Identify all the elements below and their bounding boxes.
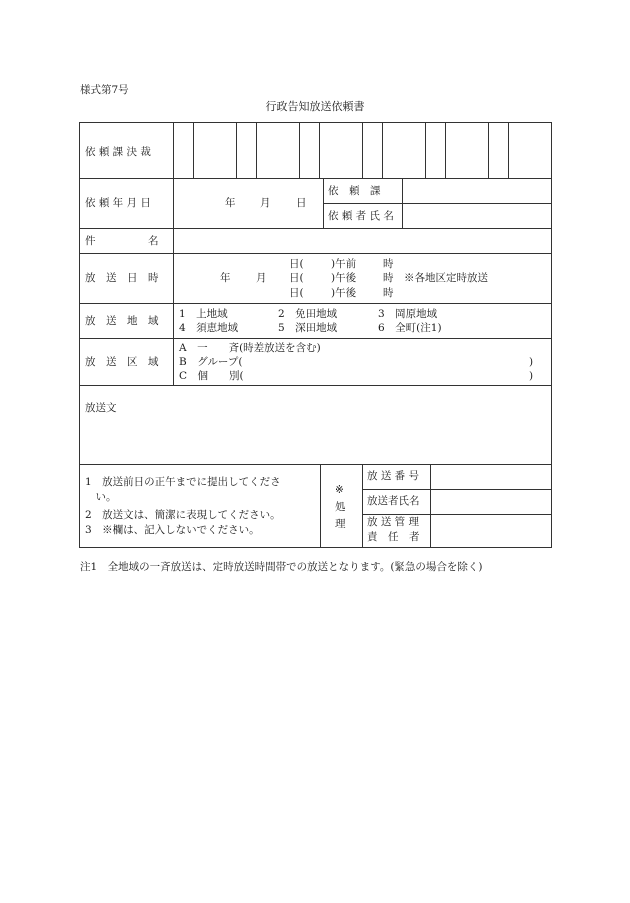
cell-divider — [402, 178, 403, 228]
stamp-divider — [319, 123, 320, 178]
label-divider — [173, 123, 174, 385]
row-divider — [80, 464, 551, 465]
request-date-label: 依 頼 年 月 日 — [85, 197, 151, 209]
stamp-divider — [256, 123, 257, 178]
broadcaster-name-label: 放送者氏名 — [367, 495, 420, 507]
broadcast-ampm-2: )午後 — [331, 272, 357, 284]
row-divider — [80, 253, 551, 254]
form-title: 行政告知放送依頼書 — [265, 100, 365, 113]
area-label: 放 送 地 域 — [85, 315, 159, 327]
processing-mark: ※ — [335, 484, 344, 496]
stamp-divider — [299, 123, 300, 178]
manager-label: 放 送 管 理 — [367, 516, 420, 528]
processing-label: 処 — [335, 501, 346, 513]
broadcast-number-label: 放 送 番 号 — [367, 470, 420, 482]
division-close-paren: ) — [529, 356, 534, 368]
footnote: 注1 全地域の一斉放送は、定時放送時間帯での放送となります。(緊急の場合を除く) — [80, 561, 483, 573]
instruction-line: 2 放送文は、簡潔に表現してください。 — [85, 509, 281, 521]
broadcast-hour-1: 時 — [383, 258, 394, 270]
broadcast-day-3: 日( — [289, 287, 304, 299]
stamp-divider — [488, 123, 489, 178]
broadcast-year: 年 — [220, 272, 231, 284]
row-divider — [80, 338, 551, 339]
stamp-divider — [508, 123, 509, 178]
request-date-day: 日 — [296, 197, 307, 209]
stamp-divider — [193, 123, 194, 178]
manager-label: 責 任 者 — [367, 531, 420, 543]
row-divider — [80, 178, 551, 179]
cell-divider — [430, 464, 431, 548]
row-divider — [362, 514, 551, 515]
broadcast-hour-3: 時 — [383, 287, 394, 299]
area-option: 5 深田地域 — [278, 322, 338, 334]
broadcast-day-2: 日( — [289, 272, 304, 284]
area-option: 4 須恵地域 — [179, 322, 239, 334]
division-option: B グループ( — [179, 356, 243, 368]
broadcast-datetime-label: 放 送 日 時 — [85, 272, 159, 284]
cell-divider — [362, 464, 363, 548]
requesting-dept-label: 依 頼 課 — [328, 185, 381, 197]
request-form-table — [79, 122, 552, 548]
cell-divider — [323, 178, 324, 228]
stamp-divider — [382, 123, 383, 178]
division-option: C 個 別( — [179, 370, 244, 382]
form-number: 様式第7号 — [80, 84, 129, 96]
cell-divider — [320, 464, 321, 548]
stamp-divider — [236, 123, 237, 178]
broadcast-text-label: 放送文 — [85, 402, 117, 414]
broadcast-ampm-3: )午後 — [331, 287, 357, 299]
broadcast-hour-2: 時 — [383, 272, 394, 284]
row-divider — [362, 489, 551, 490]
row-divider — [80, 385, 551, 386]
regular-broadcast-note: ※各地区定時放送 — [404, 272, 488, 284]
area-option: 2 免田地域 — [278, 308, 338, 320]
row-divider — [80, 303, 551, 304]
division-option: A 一 斉(時差放送を含む) — [179, 342, 321, 354]
instruction-line: 3 ※欄は、記入しないでください。 — [85, 524, 260, 536]
broadcast-day-1: 日( — [289, 258, 304, 270]
division-close-paren: ) — [529, 370, 534, 382]
instruction-line: 1 放送前日の正午までに提出してくださ — [85, 476, 281, 488]
approval-label: 依 頼 課 決 裁 — [85, 146, 151, 158]
request-date-month: 月 — [260, 197, 271, 209]
division-label: 放 送 区 域 — [85, 356, 159, 368]
row-divider — [323, 203, 551, 204]
broadcast-ampm-1: )午前 — [331, 258, 357, 270]
processing-label: 理 — [335, 518, 346, 530]
area-option: 6 全町(注1) — [378, 322, 442, 334]
requester-name-label: 依 頼 者 氏 名 — [328, 210, 394, 222]
broadcast-month: 月 — [256, 272, 267, 284]
stamp-divider — [425, 123, 426, 178]
area-option: 1 上地域 — [179, 308, 228, 320]
request-date-year: 年 — [225, 197, 236, 209]
stamp-divider — [445, 123, 446, 178]
area-option: 3 岡原地域 — [378, 308, 438, 320]
subject-label: 件 名 — [85, 235, 159, 247]
row-divider — [80, 228, 551, 229]
stamp-divider — [362, 123, 363, 178]
instruction-line: い。 — [85, 491, 117, 503]
